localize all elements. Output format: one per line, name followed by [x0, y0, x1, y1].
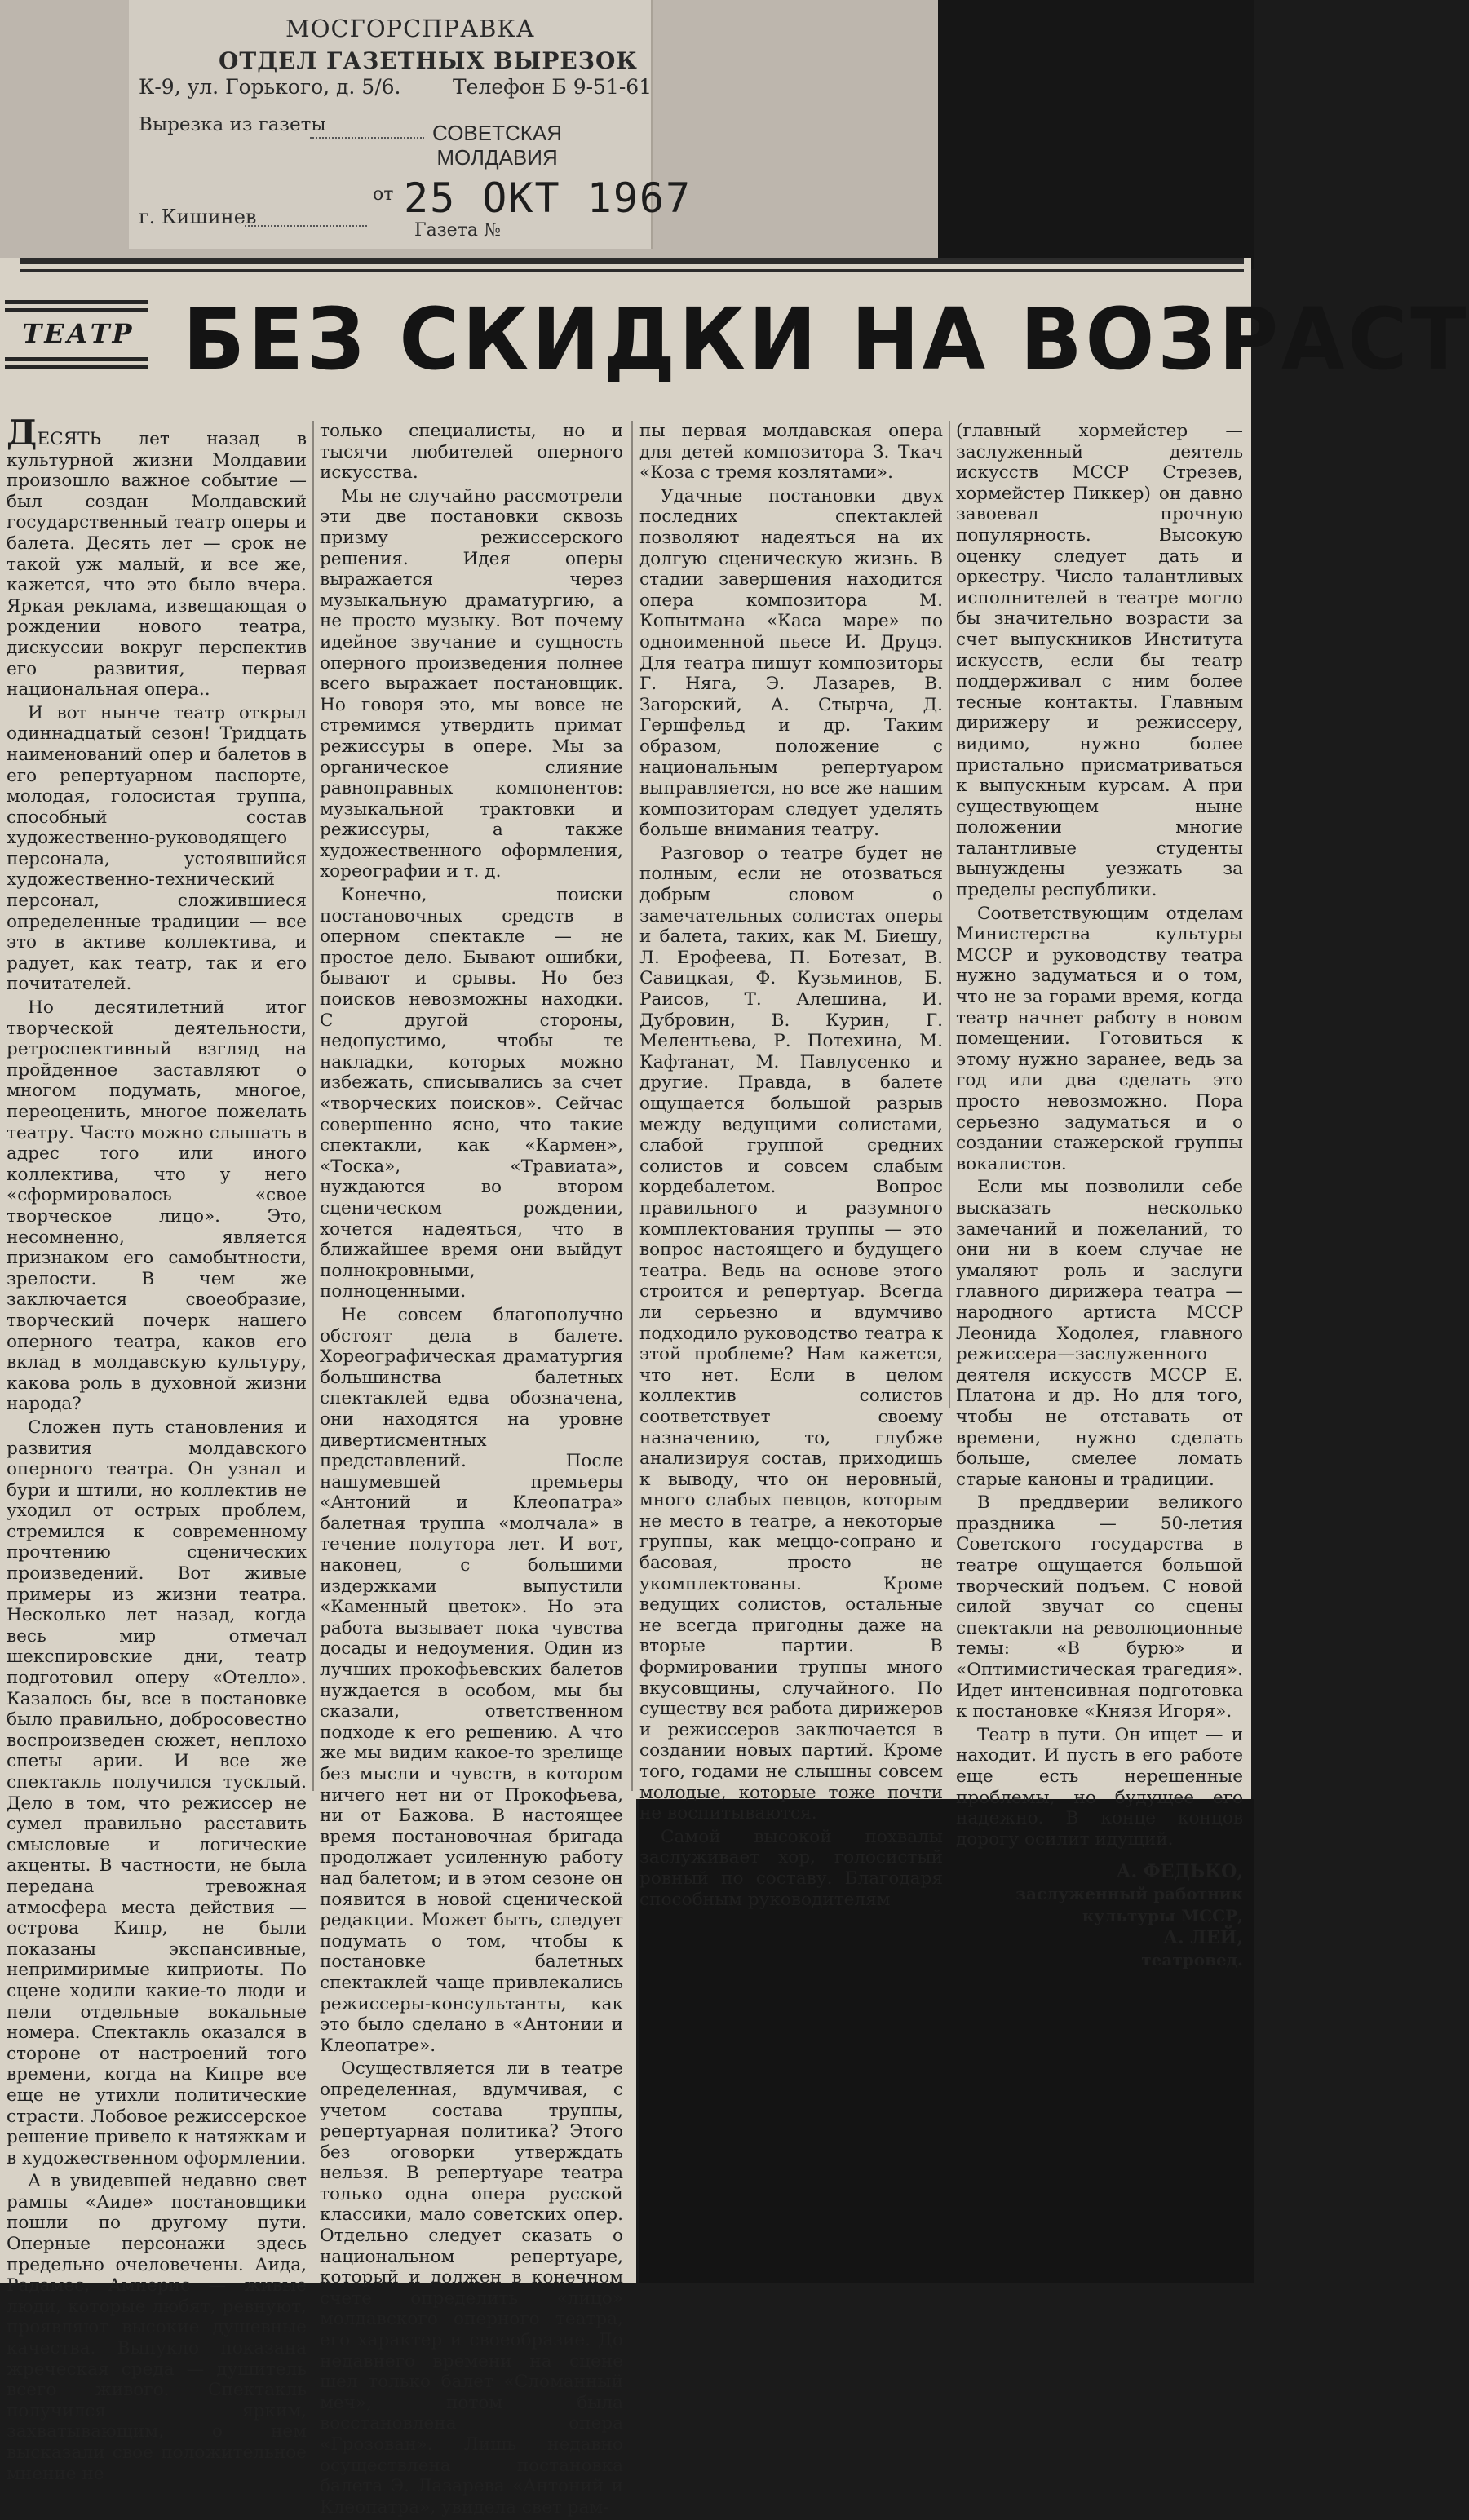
paragraph: только специалисты, но и тысячи любителей оперного искусства. [320, 421, 623, 484]
paragraph: Самой высокой похвалы заслуживает хор, голосистый ровный по составу. Благодаря способным руководителям [639, 1826, 943, 1910]
headline-block [0, 290, 1469, 389]
label-department: ОТДЕЛ ГАЗЕТНЫХ ВЫРЕЗОК [219, 47, 638, 74]
article-column-1 [7, 413, 307, 2487]
paragraph: пы первая молдавская опера для детей композитора З. Ткач «Коза с тремя козлятами». [639, 421, 943, 484]
top-rule [20, 258, 1244, 264]
paragraph: (главный хормейстер — заслуженный деятель искусств МССР Стрезев, хормейстер Пиккер) он давно завоевал прочную популярность. Высокую оценку следует дать и оркестру. Число талантливых исполнителей в театре могло бы значительно возрасти за счет выпускников Института искусств, если бы театр поддерживал с ним более тесные контакты. Главным дирижеру и режиссеру, видимо, нужно более пристально присматриваться к выпускным курсам. А при существующем ныне положении многие талантливые студенты вынуждены уезжать за пределы республики. [956, 421, 1243, 901]
label-newspaper-line1: СОВЕТСКАЯ [432, 121, 563, 145]
paragraph: В преддверии великого праздника — 50-летия Советского государства в театре ощущается большой творческий подъем. С новой силой звучат со сцены спектакли на революционные темы: «В бурю» и «Оптимистическая трагедия». Идет интенсивная подготовка к постановке «Князя Игоря». [956, 1492, 1243, 1722]
author-role: заслуженный работник [1015, 1884, 1243, 1904]
label-newspaper-line2: МОЛДАВИЯ [436, 145, 558, 170]
article-column-3 [639, 421, 943, 1912]
section-rule [5, 308, 148, 312]
label-dotted-line [245, 225, 367, 227]
section-label: ТЕАТР [22, 318, 135, 349]
paragraph: И вот нынче театр открыл одиннадцатый сезон! Тридцать наименований опер и балетов в его репертуарном паспорте, молодая, голосистая труппа, способный состав художественно-руководящего персонала, устоявшийся художественно-технический персонал, сложившиеся определенные традиции — все это в активе коллектива, и радует, как театр, так и его почитателей. [7, 702, 307, 995]
section-rule [5, 357, 148, 361]
article-column-2 [320, 421, 623, 2520]
paragraph: Соответствующим отделам Министерства культуры МССР и руководству театра нужно задуматься и о том, что не за горами время, когда театр начнет работу в новом помещении. Готовиться к этому нужно заранее, ведь за год или два сделать это просто невозможно. Пора серьезно задуматься и о создании стажерской группы вокалистов. [956, 903, 1243, 1174]
paragraph: А в увидевшей недавно свет рампы «Аиде» постановщики пошли по другому пути. Оперные персонажи здесь предельно очеловечены. Аида, Радамес, Амнерис — живые люди, которые любят, ревнуют, проявляют высокие душевные качества. Выпукло показана жреческая среда — душитель всего живого. Спектакль получился ярким, захватывающим, о нем высказали свое положительное мнение не [7, 2171, 307, 2484]
column-divider [949, 421, 950, 1408]
label-cut-from: Вырезка из газеты [139, 114, 326, 135]
newspaper-clipping [0, 258, 1469, 2518]
section-rule [5, 365, 148, 369]
paragraph: Конечно, поиски постановочных средств в оперном спектакле — не простое дело. Бывают ошибки, бывают и срывы. Но без поисков невозможны находки. С другой стороны, недопустимо, чтобы те накладки, которых можно избежать, списывались за счет «творческих поисков». Сейчас совершенно ясно, что такие спектакли, как «Кармен», «Тоска», «Травиата», нуждаются во втором сценическом рождении, хочется надеяться, что в ближайшее время они выйдут полнокровными, полноценными. [320, 885, 623, 1302]
section-rule [5, 300, 148, 304]
clipping-service-label [0, 0, 938, 259]
label-gazeta-number: Газета № [414, 220, 501, 241]
article-headline: БЕЗ СКИДКИ НА ВОЗРАСТ [183, 290, 1469, 389]
column-divider [312, 421, 314, 1791]
paragraph-text: ЕСЯТЬ лет назад в культурной жизни Молдавии произошло важное событие — был создан Молдавский государственный театр оперы и балета. Десять лет — срок не такой уж малый, и все же, кажется, что это было вчера. Яркая реклама, извещающая о рождении нового театра, дискуссии вокруг перспектив его развития, первая национальная опера.. [7, 429, 307, 701]
paragraph: Но десятилетний итог творческой деятельности, ретроспективный взгляд на пройденное заставляют о многом подумать, многое, переоценить, многое пожелать театру. Часто можно слышать в адрес того или иного коллектива, что у него «сформировалось «свое творческое лицо». Это, несомненно, является признаком его самобытности, зрелости. В чем же заключается своеобразие, творческий почерк нашего оперного театра, каков его вклад в молдавскую культуру, какова роль в духовной жизни народа? [7, 997, 307, 1415]
paragraph: Театр в пути. Он ищет — и находит. И пусть в его работе еще есть нерешенные проблемы, но будущее его надежно. В конце концов дорогу осилит идущий. [956, 1724, 1243, 1850]
label-organization: МОСГОРСПРАВКА [285, 15, 535, 42]
author-name: А. ФЕДЬКО, [1116, 1861, 1243, 1883]
article-column-4 [956, 421, 1243, 1971]
label-address: К-9, ул. Горького, д. 5/6. [139, 75, 401, 99]
label-dotted-line [310, 137, 424, 139]
paragraph: Разговор о театре будет не полным, если не отозваться добрым словом о замечательных солистах оперы и балета, таких, как М. Биешу, Л. Ерофеева, П. Ботезат, В. Савицкая, Ф. Кузьминов, Б. Раисов, Т. Алешина, И. Дубровин, В. Курин, Г. Мелентьева, Р. Потехина, М. Кафтанат, М. Павлусенко и другие. Правда, в балете ощущается большой разрыв между ведущими солистами, слабой группой средних солистов и совсем слабым кордебалетом. Вопрос правильного и разумного комплектования труппы — это вопрос настоящего и будущего театра. Ведь на основе этого строится и репертуар. Всегда ли серьезно и вдумчиво подходило руководство театра к этой проблеме? Нам кажется, что нет. Если в целом коллектив солистов соответствует своему назначению, то, глубже анализируя состав, приходишь к выводу, что он неровный, много слабых певцов, которым не место в театре, а некоторые группы, как меццо-сопрано и басовая, просто не укомплектованы. Кроме ведущих солистов, остальные не всегда пригодны даже на вторые партии. В формировании труппы много вкусовщины, случайного. По существу вся работа дирижеров и режиссеров заключается в создании новых партий. Кроме того, годами не слышны совсем молодые, которые тоже почти не воспитываются. [639, 842, 943, 1824]
paragraph: Не совсем благополучно обстоят дела в балете. Хореографическая драматургия большинства балетных спектаклей едва обозначена, они находятся на уровне дивертисментных представлений. После нашумевшей премьеры «Антоний и Клеопатра» балетная труппа «молчала» в течение полутора лет. И вот, наконец, с большими издержками выпустили «Каменный цветок». Но эта работа вызывает пока чувства досады и недоумения. Один из лучших прокофьевских балетов нуждается в особом, мы бы сказали, ответственном подходе к его решению. А что же мы видим какое-то зрелище без мысли и чувств, в котором ничего нет ни от Прокофьева, ни от Бажова. В настоящее время постановочная бригада продолжает усиленную работу над балетом; и в этом сезоне он появится в новой сценической редакции. Может быть, следует подумать о том, чтобы к постановке балетных спектаклей чаще привлекались режиссеры-консультанты, как это было сделано в «Антонии и Клеопатре». [320, 1304, 623, 2056]
paragraph: Осуществляется ли в театре определенная, вдумчивая, с учетом состава труппы, репертуарная политика? Этого без оговорки утверждать нельзя. В репертуаре театра только одна опера русской классики, мало советских опер. Отдельно следует сказать о национальном репертуаре, который и должен в конечном счете определить «лицо» молдавского оперного театра, его характер и своеобразие. До недавнего времени на сцене шел только балет «Сломанный меч», потом была восстановлена опера «Грозован». Лишь недавно осуществлена постановка балета Э. Лазарева «Антоний и Клеопатра», увидела свет рам- [320, 2058, 623, 2518]
paragraph: Сложен путь становления и развития молдавского оперного театра. Он узнал и бури и штили, но коллектив не уходил от острых проблем, стремился к современному прочтению сценических произведений. Вот живые примеры из жизни театра. Несколько лет назад, когда весь мир отмечал шекспировские дни, театр подготовил оперу «Отелло». Казалось бы, все в постановке было правильно, добросовестно воспроизведен сюжет, неплохо спеты арии. И все же спектакль получился тусклый. Дело в том, что режиссер не сумел правильно расставить смысловые и логические акценты. В частности, не была передана тревожная атмосфера места действия — острова Кипр, не были показаны экспансивные, непримиримые киприоты. По сцене ходили какие-то люди и пели отдельные вокальные номера. Спектакль оказался в стороне от настроений того времени, когда на Кипре все еще не утихли политические страсти. Лобовое режиссерское решение привело к натяжкам и в художественном оформлении. [7, 1417, 307, 2169]
drop-cap: Д [7, 413, 38, 453]
author-name: А. ЛЕЙ, [1163, 1927, 1243, 1949]
label-phone: Телефон Б 9-51-61 [453, 75, 653, 99]
paragraph: Удачные постановки двух последних спектаклей позволяют надеяться на их долгую сценическую жизнь. В стадии завершения находится опера композитора М. Копытмана «Каса маре» по одноименной пьесе И. Друцэ. Для театра пишут композиторы Г. Няга, Э. Лазарев, В. Загорский, А. Стырча, Д. Гершфельд и др. Таким образом, положение с национальным репертуаром выправляется, но все же нашим композиторам следует уделять больше внимания театру. [639, 485, 943, 841]
label-from: от [373, 184, 394, 205]
background-dark-top [938, 0, 1254, 269]
paragraph: Если мы позволили себе высказать несколько замечаний и пожеланий, то они ни в коем случае не умаляют роль и заслуги главного дирижера театра — народного артиста МССР Леонида Ходолея, главного режиссера—заслуженного деятеля искусств МССР Е. Платона и др. Но для того, чтобы не отставать от времени, нужно сделать больше, смелее ломать старые каноны и традиции. [956, 1177, 1243, 1490]
top-rule-thin [20, 269, 1244, 272]
paragraph: Мы не случайно рассмотрели эти две постановки сквозь призму режиссерского решения. Идея оперы выражается через музыкальную драматургию, а не просто музыку. Вот почему идейное звучание и сущность оперного произведения полнее всего выражает постановщик. Но говоря это, мы вовсе не стремимся утвердить примат режиссуры в опере. Мы за органическое слияние равноправных компонентов: музыкальной трактовки и режиссуры, а также художественного оформления, хореографии и т. д. [320, 485, 623, 882]
author-role: театровед. [1141, 1950, 1243, 1970]
paragraph [7, 413, 307, 701]
label-newspaper-name [432, 121, 562, 170]
label-city: г. Кишинев [139, 206, 257, 228]
author-signature [956, 1861, 1243, 1971]
column-divider [631, 421, 633, 1791]
author-role: культуры МССР, [1082, 1906, 1243, 1926]
label-date-stamp: 25 ОКТ 1967 [404, 175, 692, 222]
